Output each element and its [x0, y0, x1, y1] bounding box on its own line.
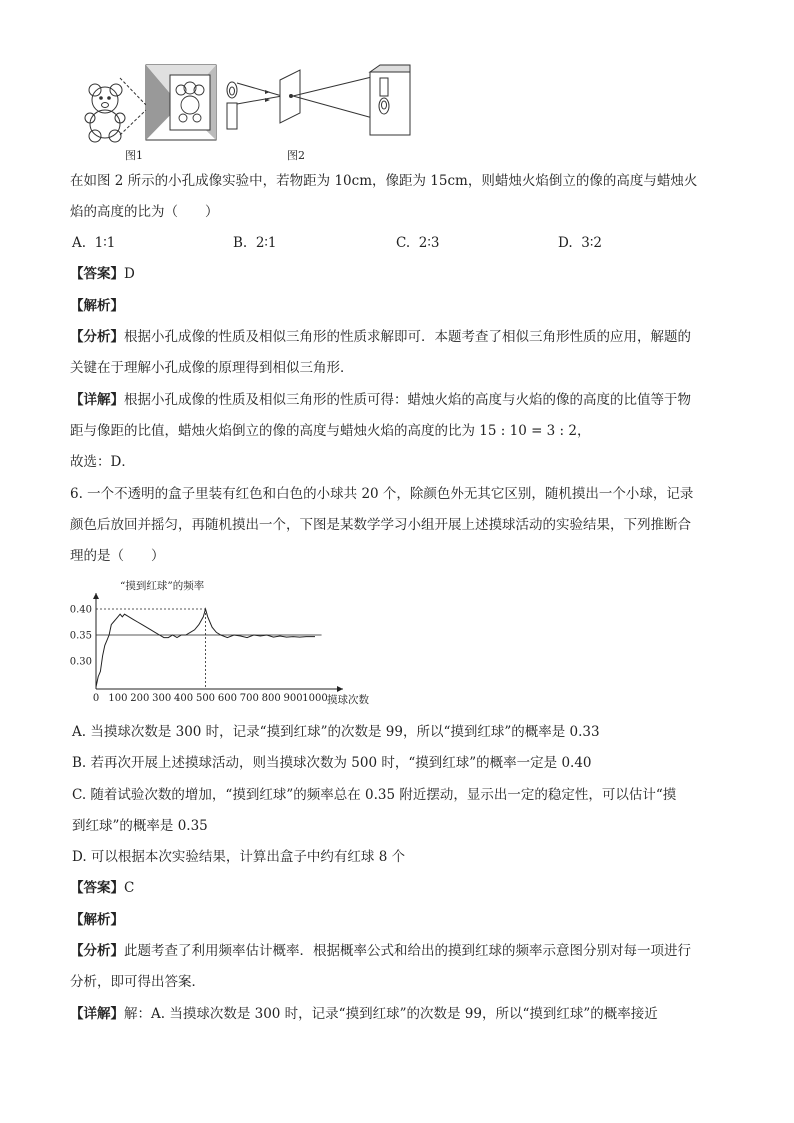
y-tick-label: 0.35: [69, 630, 92, 642]
x-tick-label: 400: [174, 693, 194, 704]
q5-fenxi-line1: 【分析】根据小孔成像的性质及相似三角形的性质求解即可．本题考查了相似三角形性质的应用，解题的: [70, 329, 691, 345]
q6-analysis-heading: 【解析】: [70, 912, 124, 928]
x-tick-label: 1000: [302, 693, 328, 704]
q5-conclusion: 故选：D．: [70, 454, 135, 470]
q6-xiangjie-line1: 【详解】解：A. 当摸球次数是 300 时，记录“摸到红球”的次数是 99，所以“摸到红球”的概率接近: [70, 1006, 658, 1022]
q6-stem-line3: 理的是（ ）: [70, 548, 165, 564]
chart-title: “摸到红球”的频率: [120, 580, 205, 592]
q5-stem-line1: 在如图 2 所示的小孔成像实验中，若物距为 10cm，像距为 15cm，则蜡烛火焰倒立的像的高度与蜡烛火: [70, 173, 698, 189]
x-tick-label: 600: [217, 693, 237, 704]
x-tick-label: 700: [239, 693, 259, 704]
q5-analysis-heading: 【解析】: [70, 298, 124, 314]
q5-option-c: C. 2∶3: [396, 235, 440, 251]
fig1-caption: 图1: [125, 149, 143, 162]
q6-fenxi-line1: 【分析】此题考查了利用频率估计概率．根据概率公式和给出的摸到红球的频率示意图分别对每一项进行: [70, 943, 691, 959]
y-tick-label: 0.30: [69, 656, 92, 668]
q5-option-b: B. 2∶1: [233, 235, 277, 251]
chart-x-arrow: [337, 686, 343, 692]
candle-icon: [227, 82, 237, 129]
chart-y-arrow: [93, 593, 99, 599]
frequency-series-line: [96, 609, 315, 687]
q6-stem-line2: 颜色后放回并摇匀，再随机摸出一个，下图是某数学学习小组开展上述摸球活动的实验结果，下列推断合: [70, 517, 691, 533]
fig2-caption: 图2: [287, 149, 305, 162]
q6-option-c-cont: 到红球”的概率是 0.35: [72, 818, 208, 834]
q6-option-d: D. 可以根据本次实验结果，计算出盒子中约有红球 8 个: [72, 849, 406, 865]
teddy-bear-icon: [85, 84, 125, 142]
q6-option-a: A. 当摸球次数是 300 时，记录“摸到红球”的次数是 99，所以“摸到红球”的概率是 0.33: [72, 724, 600, 740]
q6-option-b: B. 若再次开展上述摸球活动，则当摸球次数为 500 时，“摸到红球”的概率一定是 0.40: [72, 755, 592, 771]
chart-xlabel: 摸球次数: [327, 694, 369, 706]
q5-option-d: D. 3∶2: [558, 235, 602, 251]
q5-fenxi-line2: 关键在于理解小孔成像的原理得到相似三角形．: [70, 360, 354, 376]
x-tick-label: 900: [283, 693, 303, 704]
x-tick-label: 800: [261, 693, 281, 704]
x-tick-label: 200: [130, 693, 150, 704]
q6-answer: 【答案】C: [70, 880, 135, 896]
x-tick-label: 500: [195, 693, 216, 704]
q5-option-a: A. 1∶1: [72, 235, 116, 251]
q5-xiangjie-line2: 距与像距的比值，蜡烛火焰倒立的像的高度与蜡烛火焰的高度的比为 15 : 10 = 3 : 2，: [70, 423, 591, 439]
q6-option-c: C. 随着试验次数的增加，“摸到红球”的频率总在 0.35 附近摆动，显示出一定的稳定性，可以估计“摸: [72, 787, 677, 803]
y-tick-label: 0.40: [69, 604, 92, 616]
x-tick-label: 300: [152, 693, 172, 704]
q5-answer: 【答案】D: [70, 266, 135, 282]
frequency-chart: [65, 575, 385, 710]
q5-stem-line2: 焰的高度的比为（ ）: [70, 204, 219, 220]
q5-xiangjie-line1: 【详解】根据小孔成像的性质及相似三角形的性质可得：蜡烛火焰的高度与火焰的像的高度的比值等于物: [70, 392, 691, 408]
x-tick-label: 100: [108, 693, 128, 704]
x-tick-label: 0: [92, 693, 100, 704]
q6-fenxi-line2: 分析，即可得出答案．: [70, 974, 205, 990]
figure-pinhole: [70, 60, 415, 165]
q6-stem-line1: 6. 一个不透明的盒子里装有红色和白色的小球共 20 个，除颜色外无其它区别，随机摸出一个小球，记录: [70, 486, 694, 502]
